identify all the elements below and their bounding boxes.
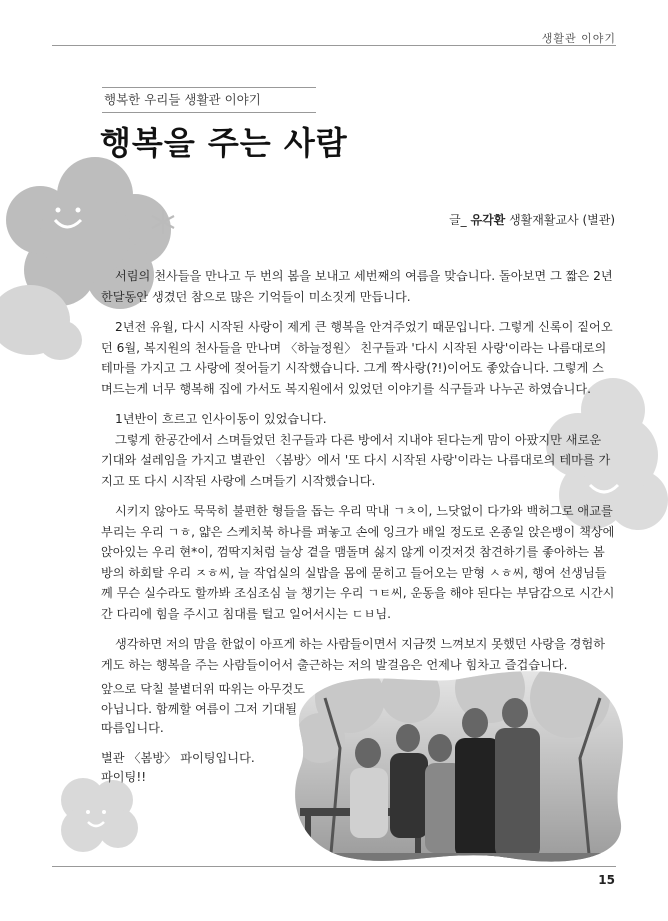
group-photo xyxy=(290,668,625,865)
paragraph: 1년반이 흐르고 인사이동이 있었습니다. xyxy=(115,412,327,426)
paragraph: 시키지 않아도 묵묵히 불편한 형들을 돕는 우리 막내 ㄱㅊ이, 느닷없이 다가와 백허그로 애교를 부리는 우리 ㄱㅎ, 얇은 스케치북 하나를 펴놓고 손에 잉크가 배일 정도로 온종일 앉은뱅이 책상에 앉아있는 우리 현*이, 껌딱지처럼 늘상 곁을 맴돌며 싫지 않게 이것저것 참견하기를 좋아하는 봄방의 하회탈 우리 ㅈㅎ씨, 늘 작업실의 실밥을 몸에 묻히고 들어오는 맏형 ㅅㅎ씨, 행여 선생님들께 무슨 실수라도 할까봐 조심조심 늘 챙기는 우리 ㄱㅌ씨, 운동을 해야 된다는 부담감으로 시간시간 다리에 힘을 주시고 침대를 털고 일어서시는 ㄷㅂ님. xyxy=(101,504,615,621)
asterisk-icon xyxy=(148,207,178,237)
closing-paragraph-1 xyxy=(101,680,316,739)
byline-role: 생활재활교사 (별관) xyxy=(505,213,615,227)
closing-text xyxy=(101,680,316,798)
byline-author: 유각환 xyxy=(470,213,506,227)
paragraph: 2년전 유월, 다시 시작된 사랑이 제게 큰 행복을 안겨주었기 때문입니다. 그렇게 신록이 짙어오던 6월, 복지원의 천사들을 만나며 〈하늘정원〉 친구들과 '다시 시작된 사랑'이라는 나름대로의 테마를 가지고 그 사랑에 젖어들기 시작했습니다. 그게 짝사랑(?!)이어도 좋았습니다. 그렇게 스며드는게 너무 행복해 집에 가서도 복지원에서 있었던 이야기를 식구들과 나누곤 하였습니다. xyxy=(101,320,613,396)
top-rule xyxy=(52,45,616,46)
closing-line: 따름입니다. xyxy=(101,721,164,735)
byline-prefix: 글_ xyxy=(449,213,471,227)
bottom-rule xyxy=(52,866,616,867)
closing-line: 앞으로 닥칠 불볕더위 따위는 아무것도 xyxy=(101,682,305,696)
paragraph: 그렇게 한공간에서 스며들었던 친구들과 다른 방에서 지내야 된다는게 맘이 아팠지만 새로운 기대와 설레임을 가지고 별관인 〈봄방〉에서 '또 다시 시작된 사랑'이라는 나름대로의 테마를 가지고 또 다시 시작된 사랑에 스며들기 시작했습니다. xyxy=(101,432,611,488)
subtitle: 행복한 우리들 생활관 이야기 xyxy=(104,92,261,107)
byline xyxy=(449,211,615,228)
page-number: 15 xyxy=(598,873,615,887)
paragraph: 생각하면 저의 맘을 한없이 아프게 하는 사람들이면서 지금껏 느껴보지 못했던 사랑을 경험하게도 하는 행복을 주는 사람들이어서 출근하는 저의 발걸음은 언제나 힘차고 즐겁습니다. xyxy=(101,637,605,672)
section-header-label: 생활관 이야기 xyxy=(541,32,616,45)
closing-line: 파이팅!! xyxy=(101,770,147,784)
article-body xyxy=(101,266,615,685)
closing-line: 아닙니다. 함께할 여름이 그저 기대될 xyxy=(101,701,297,716)
closing-paragraph-2 xyxy=(101,749,316,788)
subtitle-box xyxy=(102,87,316,113)
page-title: 행복을 주는 사람 xyxy=(100,124,348,162)
paragraph: 서림의 천사들을 만나고 두 번의 봄을 보내고 세번째의 여름을 맞습니다. 돌아보면 그 짧은 2년 한달동안 생겼던 참으로 많은 기억들이 미소짓게 만듭니다. xyxy=(101,269,613,304)
closing-line: 별관 〈봄방〉 파이팅입니다. xyxy=(101,750,255,765)
